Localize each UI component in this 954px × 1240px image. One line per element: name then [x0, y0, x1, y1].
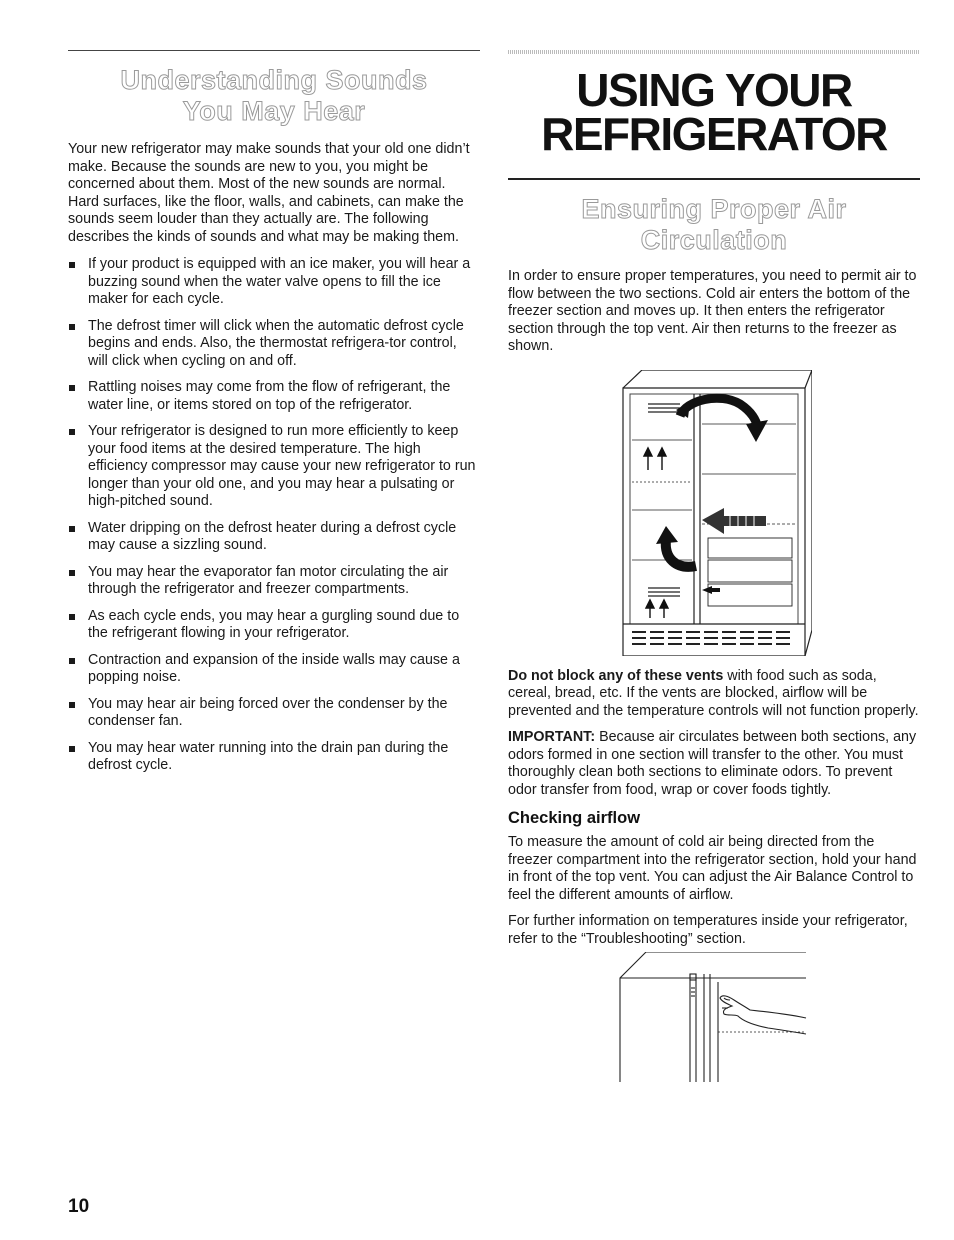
list-item-text: Rattling noises may come from the flow of refrigerant, the water line, or items stored on top of the refrigerator.: [88, 379, 451, 413]
list-item-text: The defrost timer will click when the automatic defrost cycle begins and ends. Also, the thermostat refrigera-tor control, will click when cycling on and off.: [88, 317, 464, 369]
hand-at-vent-illustration: [618, 952, 818, 1082]
page-number: 10: [68, 1196, 90, 1217]
page-title-line1: USING YOUR: [576, 64, 852, 116]
bullet-icon: [69, 570, 75, 576]
list-item: [68, 318, 480, 371]
vent-warning: [508, 668, 920, 721]
refrigerator-airflow-diagram: [620, 370, 812, 656]
vent-warning-rest: with food such as soda, cereal, bread, etc. If the vents are blocked, airflow will be prevented and the temperature controls will not function properly.: [508, 667, 919, 719]
list-item-text: If your product is equipped with an ice maker, you will hear a buzzing sound when the water valve opens to fill the ice maker for each cycle.: [88, 256, 471, 307]
right-top-rule: [508, 50, 920, 54]
important-label: IMPORTANT:: [508, 729, 596, 745]
bullet-icon: [69, 385, 75, 391]
list-item-text: You may hear water running into the drain pan during the defrost cycle.: [88, 739, 449, 773]
list-item-text: Water dripping on the defrost heater during a defrost cycle may cause a sizzling sound.: [88, 519, 457, 553]
important-note: [508, 729, 920, 799]
list-item-text: Contraction and expansion of the inside walls may cause a popping noise.: [88, 651, 460, 685]
bullet-icon: [69, 702, 75, 708]
list-item: [68, 652, 480, 687]
bullet-icon: [69, 324, 75, 330]
bullet-icon: [69, 614, 75, 620]
left-top-rule: [68, 50, 480, 51]
list-item: [68, 520, 480, 555]
sounds-heading-line2: You May Hear: [182, 96, 366, 126]
bullet-icon: [69, 746, 75, 752]
air-circulation-intro: In order to ensure proper temperatures, you need to permit air to flow between the two sections. Cold air enters the bottom of the freezer section and moves up. It then enters the refrigerator section through the top vent. Air then returns to the freezer as shown.: [508, 268, 917, 354]
list-item: [68, 379, 480, 414]
list-item: [68, 608, 480, 643]
list-item: [68, 564, 480, 599]
list-item: [68, 740, 480, 775]
page-title-line2: REFRIGERATOR: [541, 108, 887, 160]
checking-airflow-heading: Checking airflow: [508, 809, 641, 827]
page-title: [508, 64, 920, 160]
air-circulation-heading: Ensuring Proper Air Circulation: [581, 194, 847, 255]
checking-airflow-p2: For further information on temperatures inside your refrigerator, refer to the “Troubleshooting” section.: [508, 913, 908, 947]
bullet-icon: [69, 658, 75, 664]
vent-warning-bold: Do not block any of these vents: [508, 667, 724, 684]
left-column: [68, 50, 480, 784]
list-item-text: You may hear the evaporator fan motor circulating the air through the refrigerator and freezer compartments.: [88, 563, 449, 597]
checking-airflow-p1: To measure the amount of cold air being directed from the freezer compartment into the refrigerator section, hold your hand in front of the top vent. You can adjust the Air Balance Control to feel the different amounts of airflow.: [508, 834, 917, 903]
sounds-list: [68, 256, 480, 775]
bullet-icon: [69, 526, 75, 532]
list-item-text: Your refrigerator is designed to run more efficiently to keep your food items at the desired temperature. The high efficiency compressor may cause your new refrigerator to run longer than your old one, and you may hear a pulsating or high-pitched sound.: [88, 423, 476, 509]
sounds-heading-line1: Understanding Sounds: [120, 65, 428, 95]
title-rule: [508, 178, 920, 180]
bullet-icon: [69, 262, 75, 268]
right-column: [508, 50, 920, 1082]
list-item: [68, 423, 480, 511]
list-item: [68, 256, 480, 309]
list-item-text: As each cycle ends, you may hear a gurgling sound due to the refrigerant flowing in your refrigerator.: [88, 607, 460, 641]
important-text: Because air circulates between both sections, any odors formed in one section will transfer to the other. You must thoroughly clean both sections to eliminate odors. To prevent odor transfer from food, wrap or cover foods tightly.: [508, 729, 917, 798]
bullet-icon: [69, 429, 75, 435]
sounds-heading: [68, 65, 480, 127]
list-item-text: You may hear air being forced over the condenser by the condenser fan.: [88, 695, 448, 729]
sounds-intro: Your new refrigerator may make sounds that your old one didn’t make. Because the sounds are new to you, you might be concerned about them. Most of the new sounds are normal. Hard surfaces, like the floor, walls, and cabinets, can make the sounds seem louder than they actually are. The following describes the kinds of sounds and what may be making them.: [68, 141, 470, 245]
list-item: [68, 696, 480, 731]
